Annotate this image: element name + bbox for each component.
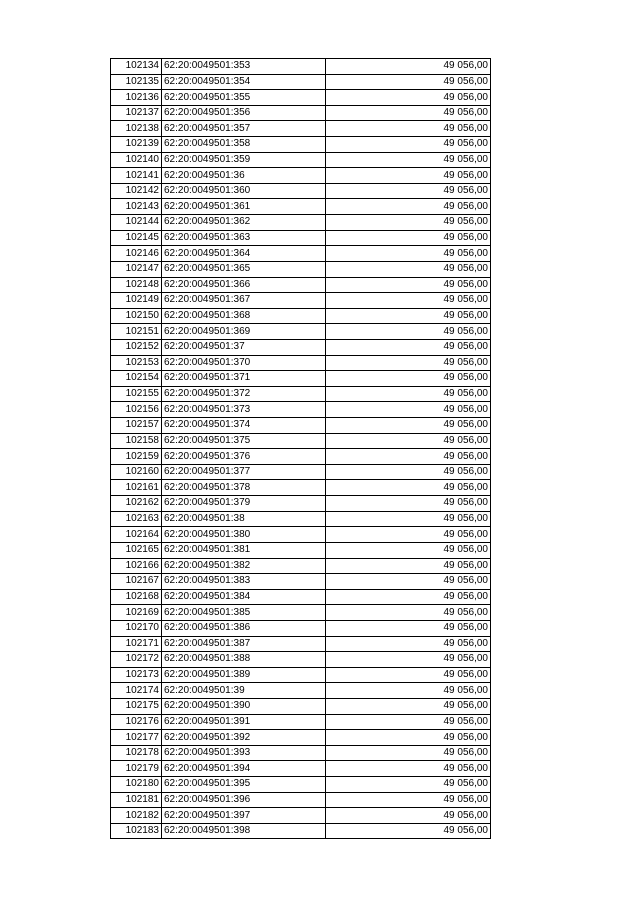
cadastral-number-cell: 62:20:0049501:394 bbox=[162, 761, 326, 777]
table-row bbox=[111, 199, 491, 215]
row-id-cell: 102151 bbox=[111, 324, 162, 340]
cadastral-number-cell: 62:20:0049501:38 bbox=[162, 511, 326, 527]
value-cell: 49 056,00 bbox=[326, 105, 491, 121]
table-row bbox=[111, 402, 491, 418]
table-row bbox=[111, 137, 491, 153]
value-cell: 49 056,00 bbox=[326, 293, 491, 309]
table-row bbox=[111, 683, 491, 699]
value-cell: 49 056,00 bbox=[326, 683, 491, 699]
cadastral-number-cell: 62:20:0049501:371 bbox=[162, 371, 326, 387]
table-row bbox=[111, 620, 491, 636]
value-cell: 49 056,00 bbox=[326, 714, 491, 730]
table-row bbox=[111, 324, 491, 340]
row-id-cell: 102135 bbox=[111, 74, 162, 90]
cadastral-number-cell: 62:20:0049501:353 bbox=[162, 59, 326, 75]
table-row bbox=[111, 90, 491, 106]
table-row bbox=[111, 667, 491, 683]
table-row bbox=[111, 511, 491, 527]
row-id-cell: 102152 bbox=[111, 339, 162, 355]
cadastral-number-cell: 62:20:0049501:380 bbox=[162, 527, 326, 543]
row-id-cell: 102168 bbox=[111, 589, 162, 605]
cadastral-number-cell: 62:20:0049501:395 bbox=[162, 777, 326, 793]
row-id-cell: 102161 bbox=[111, 480, 162, 496]
cadastral-number-cell: 62:20:0049501:364 bbox=[162, 246, 326, 262]
cadastral-number-cell: 62:20:0049501:359 bbox=[162, 152, 326, 168]
value-cell: 49 056,00 bbox=[326, 823, 491, 839]
cadastral-number-cell: 62:20:0049501:354 bbox=[162, 74, 326, 90]
table-row bbox=[111, 698, 491, 714]
value-cell: 49 056,00 bbox=[326, 199, 491, 215]
value-cell: 49 056,00 bbox=[326, 371, 491, 387]
table-row bbox=[111, 527, 491, 543]
cadastral-number-cell: 62:20:0049501:370 bbox=[162, 355, 326, 371]
value-cell: 49 056,00 bbox=[326, 183, 491, 199]
value-cell: 49 056,00 bbox=[326, 777, 491, 793]
cadastral-number-cell: 62:20:0049501:393 bbox=[162, 745, 326, 761]
cadastral-number-cell: 62:20:0049501:385 bbox=[162, 605, 326, 621]
cadastral-number-cell: 62:20:0049501:379 bbox=[162, 496, 326, 512]
cadastral-number-cell: 62:20:0049501:384 bbox=[162, 589, 326, 605]
row-id-cell: 102166 bbox=[111, 558, 162, 574]
cadastral-value-table bbox=[110, 58, 491, 839]
value-cell: 49 056,00 bbox=[326, 496, 491, 512]
value-cell: 49 056,00 bbox=[326, 761, 491, 777]
cadastral-number-cell: 62:20:0049501:372 bbox=[162, 386, 326, 402]
cadastral-number-cell: 62:20:0049501:390 bbox=[162, 698, 326, 714]
table-row bbox=[111, 574, 491, 590]
value-cell: 49 056,00 bbox=[326, 137, 491, 153]
cadastral-number-cell: 62:20:0049501:357 bbox=[162, 121, 326, 137]
cadastral-number-cell: 62:20:0049501:376 bbox=[162, 449, 326, 465]
table-row bbox=[111, 121, 491, 137]
table-row bbox=[111, 449, 491, 465]
cadastral-number-cell: 62:20:0049501:392 bbox=[162, 730, 326, 746]
value-cell: 49 056,00 bbox=[326, 261, 491, 277]
cadastral-number-cell: 62:20:0049501:381 bbox=[162, 542, 326, 558]
row-id-cell: 102149 bbox=[111, 293, 162, 309]
table-row bbox=[111, 230, 491, 246]
value-cell: 49 056,00 bbox=[326, 636, 491, 652]
table-row bbox=[111, 761, 491, 777]
table-row bbox=[111, 792, 491, 808]
table-row bbox=[111, 823, 491, 839]
row-id-cell: 102162 bbox=[111, 496, 162, 512]
table-row bbox=[111, 355, 491, 371]
value-cell: 49 056,00 bbox=[326, 59, 491, 75]
table-row bbox=[111, 74, 491, 90]
cadastral-number-cell: 62:20:0049501:363 bbox=[162, 230, 326, 246]
table-row bbox=[111, 433, 491, 449]
value-cell: 49 056,00 bbox=[326, 152, 491, 168]
row-id-cell: 102137 bbox=[111, 105, 162, 121]
value-cell: 49 056,00 bbox=[326, 620, 491, 636]
table-row bbox=[111, 558, 491, 574]
cadastral-number-cell: 62:20:0049501:355 bbox=[162, 90, 326, 106]
row-id-cell: 102182 bbox=[111, 808, 162, 824]
row-id-cell: 102180 bbox=[111, 777, 162, 793]
row-id-cell: 102146 bbox=[111, 246, 162, 262]
value-cell: 49 056,00 bbox=[326, 698, 491, 714]
cadastral-number-cell: 62:20:0049501:365 bbox=[162, 261, 326, 277]
row-id-cell: 102153 bbox=[111, 355, 162, 371]
cadastral-number-cell: 62:20:0049501:361 bbox=[162, 199, 326, 215]
row-id-cell: 102178 bbox=[111, 745, 162, 761]
value-cell: 49 056,00 bbox=[326, 808, 491, 824]
value-cell: 49 056,00 bbox=[326, 667, 491, 683]
cadastral-number-cell: 62:20:0049501:396 bbox=[162, 792, 326, 808]
cadastral-number-cell: 62:20:0049501:36 bbox=[162, 168, 326, 184]
value-cell: 49 056,00 bbox=[326, 168, 491, 184]
row-id-cell: 102177 bbox=[111, 730, 162, 746]
row-id-cell: 102174 bbox=[111, 683, 162, 699]
table-row bbox=[111, 652, 491, 668]
row-id-cell: 102159 bbox=[111, 449, 162, 465]
row-id-cell: 102160 bbox=[111, 464, 162, 480]
table-row bbox=[111, 261, 491, 277]
value-cell: 49 056,00 bbox=[326, 74, 491, 90]
row-id-cell: 102158 bbox=[111, 433, 162, 449]
value-cell: 49 056,00 bbox=[326, 433, 491, 449]
value-cell: 49 056,00 bbox=[326, 730, 491, 746]
value-cell: 49 056,00 bbox=[326, 542, 491, 558]
cadastral-number-cell: 62:20:0049501:377 bbox=[162, 464, 326, 480]
cadastral-number-cell: 62:20:0049501:397 bbox=[162, 808, 326, 824]
table-row bbox=[111, 277, 491, 293]
row-id-cell: 102172 bbox=[111, 652, 162, 668]
cadastral-number-cell: 62:20:0049501:39 bbox=[162, 683, 326, 699]
table-row bbox=[111, 371, 491, 387]
table-row bbox=[111, 293, 491, 309]
row-id-cell: 102147 bbox=[111, 261, 162, 277]
row-id-cell: 102164 bbox=[111, 527, 162, 543]
cadastral-number-cell: 62:20:0049501:356 bbox=[162, 105, 326, 121]
table-row bbox=[111, 152, 491, 168]
row-id-cell: 102150 bbox=[111, 308, 162, 324]
row-id-cell: 102140 bbox=[111, 152, 162, 168]
table-row bbox=[111, 183, 491, 199]
cadastral-number-cell: 62:20:0049501:368 bbox=[162, 308, 326, 324]
table-row bbox=[111, 168, 491, 184]
cadastral-number-cell: 62:20:0049501:37 bbox=[162, 339, 326, 355]
value-cell: 49 056,00 bbox=[326, 745, 491, 761]
value-cell: 49 056,00 bbox=[326, 339, 491, 355]
row-id-cell: 102155 bbox=[111, 386, 162, 402]
row-id-cell: 102183 bbox=[111, 823, 162, 839]
table-row bbox=[111, 745, 491, 761]
table-row bbox=[111, 386, 491, 402]
cadastral-number-cell: 62:20:0049501:391 bbox=[162, 714, 326, 730]
table-row bbox=[111, 464, 491, 480]
value-cell: 49 056,00 bbox=[326, 386, 491, 402]
table-row bbox=[111, 605, 491, 621]
value-cell: 49 056,00 bbox=[326, 558, 491, 574]
table-row bbox=[111, 714, 491, 730]
cadastral-number-cell: 62:20:0049501:398 bbox=[162, 823, 326, 839]
table-row bbox=[111, 589, 491, 605]
value-cell: 49 056,00 bbox=[326, 511, 491, 527]
cadastral-number-cell: 62:20:0049501:389 bbox=[162, 667, 326, 683]
cadastral-number-cell: 62:20:0049501:358 bbox=[162, 137, 326, 153]
row-id-cell: 102179 bbox=[111, 761, 162, 777]
row-id-cell: 102167 bbox=[111, 574, 162, 590]
row-id-cell: 102176 bbox=[111, 714, 162, 730]
row-id-cell: 102145 bbox=[111, 230, 162, 246]
table-row bbox=[111, 777, 491, 793]
value-cell: 49 056,00 bbox=[326, 324, 491, 340]
table-row bbox=[111, 542, 491, 558]
row-id-cell: 102171 bbox=[111, 636, 162, 652]
cadastral-number-cell: 62:20:0049501:388 bbox=[162, 652, 326, 668]
cadastral-number-cell: 62:20:0049501:373 bbox=[162, 402, 326, 418]
table-row bbox=[111, 418, 491, 434]
row-id-cell: 102134 bbox=[111, 59, 162, 75]
cadastral-number-cell: 62:20:0049501:366 bbox=[162, 277, 326, 293]
row-id-cell: 102156 bbox=[111, 402, 162, 418]
cadastral-number-cell: 62:20:0049501:362 bbox=[162, 215, 326, 231]
value-cell: 49 056,00 bbox=[326, 605, 491, 621]
table-row bbox=[111, 339, 491, 355]
value-cell: 49 056,00 bbox=[326, 308, 491, 324]
cadastral-number-cell: 62:20:0049501:378 bbox=[162, 480, 326, 496]
row-id-cell: 102142 bbox=[111, 183, 162, 199]
row-id-cell: 102157 bbox=[111, 418, 162, 434]
value-cell: 49 056,00 bbox=[326, 402, 491, 418]
row-id-cell: 102136 bbox=[111, 90, 162, 106]
row-id-cell: 102170 bbox=[111, 620, 162, 636]
table-row bbox=[111, 59, 491, 75]
row-id-cell: 102163 bbox=[111, 511, 162, 527]
value-cell: 49 056,00 bbox=[326, 355, 491, 371]
row-id-cell: 102169 bbox=[111, 605, 162, 621]
value-cell: 49 056,00 bbox=[326, 449, 491, 465]
value-cell: 49 056,00 bbox=[326, 418, 491, 434]
table-row bbox=[111, 308, 491, 324]
value-cell: 49 056,00 bbox=[326, 464, 491, 480]
table-row bbox=[111, 246, 491, 262]
row-id-cell: 102141 bbox=[111, 168, 162, 184]
table-row bbox=[111, 215, 491, 231]
value-cell: 49 056,00 bbox=[326, 574, 491, 590]
cadastral-number-cell: 62:20:0049501:375 bbox=[162, 433, 326, 449]
value-cell: 49 056,00 bbox=[326, 652, 491, 668]
value-cell: 49 056,00 bbox=[326, 480, 491, 496]
cadastral-number-cell: 62:20:0049501:382 bbox=[162, 558, 326, 574]
row-id-cell: 102138 bbox=[111, 121, 162, 137]
row-id-cell: 102175 bbox=[111, 698, 162, 714]
cadastral-number-cell: 62:20:0049501:367 bbox=[162, 293, 326, 309]
row-id-cell: 102139 bbox=[111, 137, 162, 153]
table-row bbox=[111, 730, 491, 746]
value-cell: 49 056,00 bbox=[326, 527, 491, 543]
cadastral-number-cell: 62:20:0049501:360 bbox=[162, 183, 326, 199]
row-id-cell: 102143 bbox=[111, 199, 162, 215]
cadastral-number-cell: 62:20:0049501:386 bbox=[162, 620, 326, 636]
value-cell: 49 056,00 bbox=[326, 246, 491, 262]
cadastral-number-cell: 62:20:0049501:387 bbox=[162, 636, 326, 652]
table-row bbox=[111, 636, 491, 652]
value-cell: 49 056,00 bbox=[326, 230, 491, 246]
cadastral-number-cell: 62:20:0049501:374 bbox=[162, 418, 326, 434]
row-id-cell: 102173 bbox=[111, 667, 162, 683]
table-body bbox=[111, 59, 491, 839]
row-id-cell: 102165 bbox=[111, 542, 162, 558]
value-cell: 49 056,00 bbox=[326, 277, 491, 293]
cadastral-number-cell: 62:20:0049501:383 bbox=[162, 574, 326, 590]
row-id-cell: 102154 bbox=[111, 371, 162, 387]
row-id-cell: 102148 bbox=[111, 277, 162, 293]
value-cell: 49 056,00 bbox=[326, 792, 491, 808]
table-row bbox=[111, 105, 491, 121]
table-row bbox=[111, 496, 491, 512]
row-id-cell: 102181 bbox=[111, 792, 162, 808]
table-row bbox=[111, 808, 491, 824]
value-cell: 49 056,00 bbox=[326, 215, 491, 231]
row-id-cell: 102144 bbox=[111, 215, 162, 231]
value-cell: 49 056,00 bbox=[326, 90, 491, 106]
cadastral-number-cell: 62:20:0049501:369 bbox=[162, 324, 326, 340]
value-cell: 49 056,00 bbox=[326, 121, 491, 137]
value-cell: 49 056,00 bbox=[326, 589, 491, 605]
table-row bbox=[111, 480, 491, 496]
